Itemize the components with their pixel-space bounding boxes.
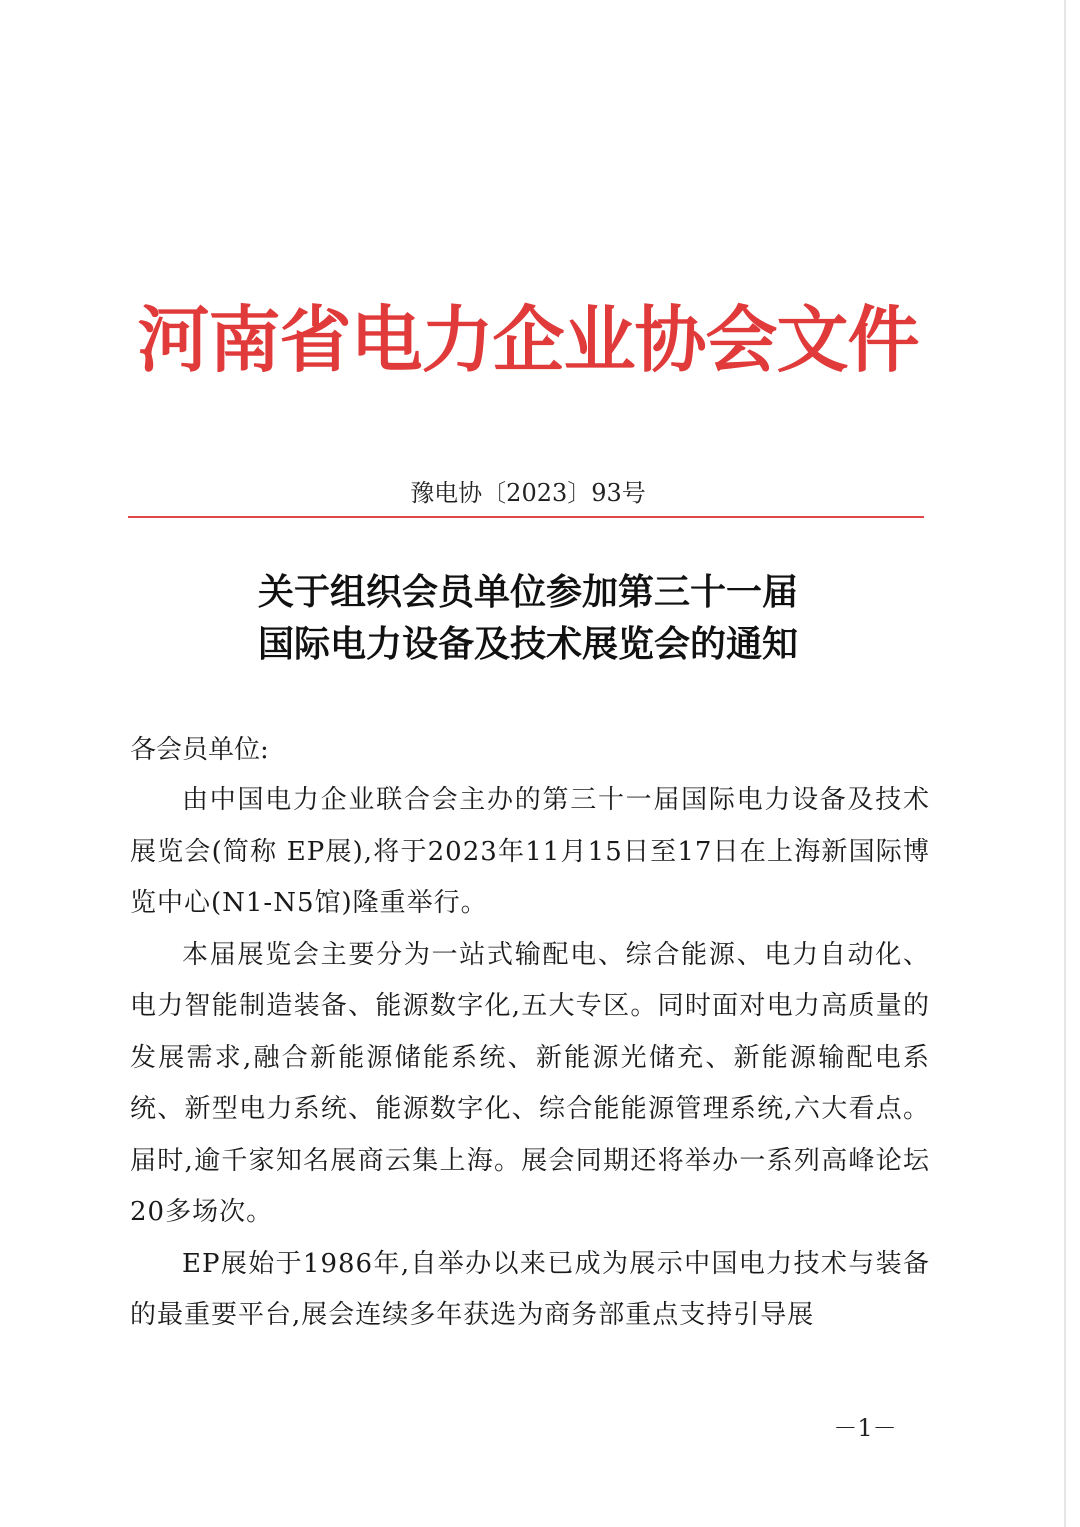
page-number: －1－ xyxy=(833,1414,897,1442)
notice-title xyxy=(128,566,928,670)
header-red-rule xyxy=(128,516,924,518)
salutation: 各会员单位: xyxy=(130,735,269,765)
body-text xyxy=(130,775,930,1342)
organization-header-title: 河南省电力企业协会文件 xyxy=(137,297,919,382)
body-paragraph-3: EP展始于1986年,自举办以来已成为展示中国电力技术与装备的最重要平台,展会连续多年获选为商务部重点支持引导展 xyxy=(130,1248,930,1330)
notice-title-line-1: 关于组织会员单位参加第三十一届 xyxy=(257,571,798,613)
scan-edge-shadow xyxy=(1064,0,1066,1527)
notice-title-line-2: 国际电力设备及技术展览会的通知 xyxy=(257,623,798,665)
body-paragraph-2: 本届展览会主要分为一站式输配电、综合能源、电力自动化、电力智能制造装备、能源数字化,五大专区。同时面对电力高质量的发展需求,融合新能源储能系统、新能源光储充、新能源输配电系统、新型电力系统、能源数字化、综合能能源管理系统,六大看点。届时,逾千家知名展商云集上海。展会同期还将举办一系列高峰论坛20多场次。 xyxy=(130,939,930,1227)
document-number: 豫电协〔2023〕93号 xyxy=(410,479,646,507)
body-paragraph-1: 由中国电力企业联合会主办的第三十一届国际电力设备及技术展览会(简称 EP展),将于2023年11月15日至17日在上海新国际博览中心(N1-N5馆)隆重举行。 xyxy=(130,785,930,918)
